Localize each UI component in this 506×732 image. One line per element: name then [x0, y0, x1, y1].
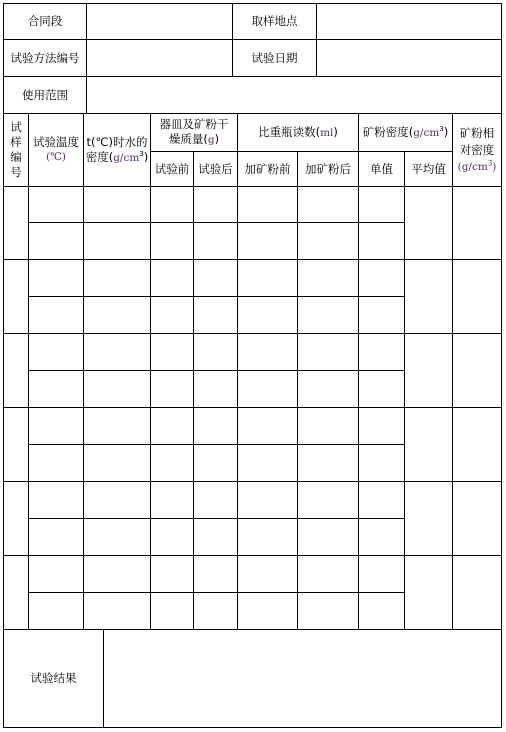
col-line-7 — [358, 113, 359, 629]
average-value-header: 平均值 — [411, 161, 446, 176]
relative-density-header: 矿粉相 对密度 $(g/cm^3)$ — [457, 125, 497, 173]
row-inner-1 — [28, 222, 404, 223]
specimen-no-header: 试 样 编 号 — [10, 120, 22, 179]
row-inner-6 — [28, 592, 404, 593]
test-result-field[interactable] — [104, 630, 501, 727]
contract-section-label: 合同段 — [27, 14, 63, 28]
col-line-2 — [83, 113, 84, 629]
row-inner-2 — [28, 296, 404, 297]
row-line-header-bottom — [3, 186, 501, 187]
sampling-location-label: 取样地点 — [251, 14, 298, 28]
col-line-5 — [237, 113, 238, 629]
test-temperature-header: 试验温度 (℃) — [33, 135, 79, 163]
row-group-4 — [3, 481, 501, 482]
border-right — [501, 3, 502, 728]
single-value-header: 单值 — [370, 161, 393, 176]
sampling-location-field[interactable] — [317, 4, 501, 39]
test-method-code-label: 试验方法编号 — [10, 50, 80, 65]
col-line-4 — [193, 151, 194, 629]
flask-after-add-header: 加矿粉后 — [305, 161, 351, 176]
border-bottom — [3, 727, 501, 728]
flask-before-add-header: 加矿粉前 — [244, 161, 291, 176]
flask-reading-header: 比重瓶读数(ml) — [258, 124, 338, 139]
row-inner-5 — [28, 518, 404, 519]
test-date-field[interactable] — [317, 40, 501, 76]
scope-field[interactable] — [87, 77, 501, 113]
test-method-code-field[interactable] — [87, 40, 232, 76]
col-line-3 — [150, 113, 151, 629]
test-date-label: 试验日期 — [251, 50, 298, 65]
row-group-3 — [3, 407, 501, 408]
dish-mass-before-header: 试验前 — [154, 161, 190, 176]
row-inner-3 — [28, 370, 404, 371]
dish-mass-after-header: 试验后 — [198, 161, 233, 176]
dish-mass-header: 器皿及矿粉干 燥质量(g) — [159, 117, 229, 146]
col-line-9 — [452, 113, 453, 629]
col-line-1 — [28, 113, 29, 629]
powder-density-header: 矿粉密度$(g/cm^3)$ — [362, 124, 449, 139]
col-line-8 — [404, 151, 405, 629]
test-result-label: 试验结果 — [30, 671, 77, 685]
water-density-header: t(℃)时水的 密度$(g/cm^3)$ — [85, 134, 149, 164]
row-group-2 — [3, 333, 501, 334]
contract-section-field[interactable] — [87, 4, 232, 39]
scope-label: 使用范围 — [22, 87, 68, 102]
row-group-1 — [3, 259, 501, 260]
row-group-5 — [3, 555, 501, 556]
col-line-6 — [297, 151, 298, 629]
row-inner-4 — [28, 444, 404, 445]
